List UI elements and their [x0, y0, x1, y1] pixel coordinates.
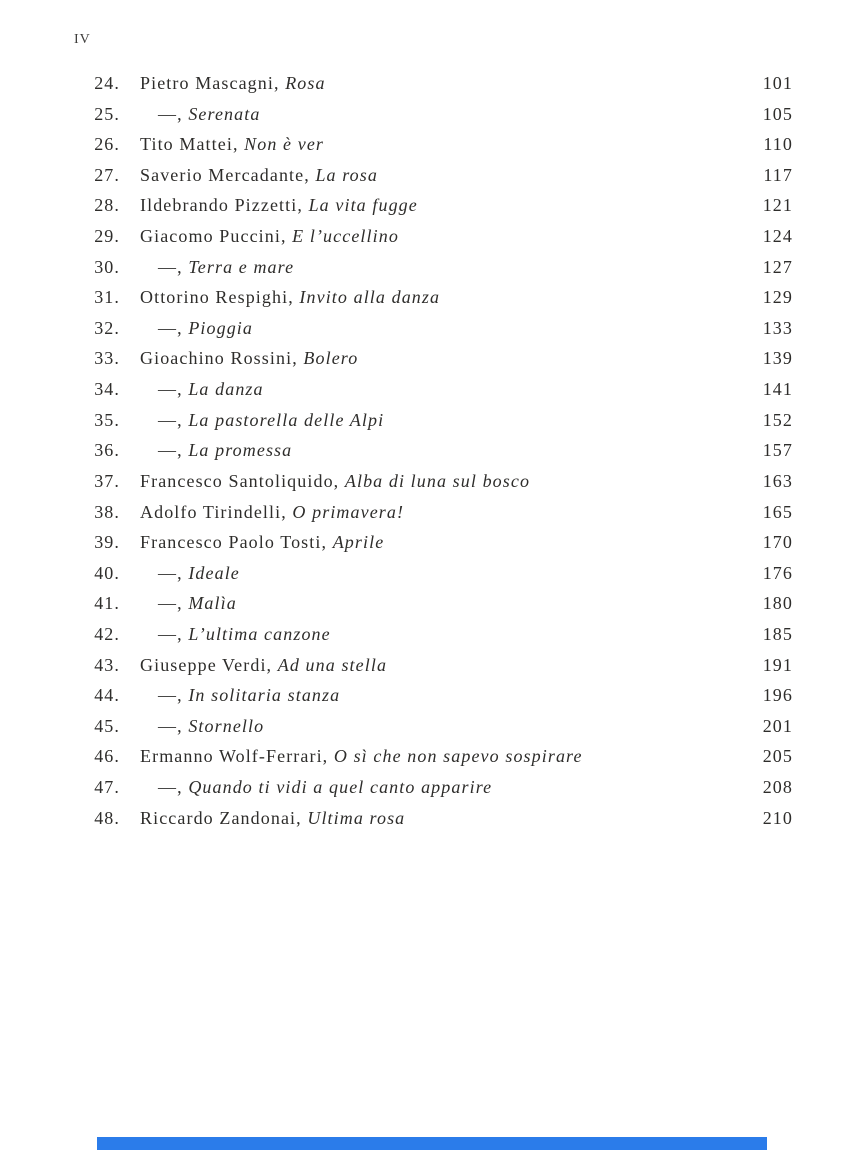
toc-entry [74, 221, 793, 252]
entry-text [140, 252, 763, 283]
entry-composer: Ottorino Respighi, [140, 287, 300, 308]
entry-composer: Ildebrando Pizzetti, [140, 195, 309, 216]
entry-composer: —, [158, 256, 189, 277]
entry-composer: Tito Mattei, [140, 134, 245, 155]
entry-page-number: 180 [762, 593, 793, 614]
entry-page-number: 121 [762, 195, 793, 216]
folio-number: IV [74, 32, 91, 47]
entry-page-number: 208 [762, 777, 793, 798]
entry-composer: —, [158, 409, 189, 430]
entry-text [140, 374, 763, 405]
entry-number: 43. [94, 654, 120, 675]
entry-page-number: 127 [762, 256, 793, 277]
toc-list [74, 68, 793, 833]
entry-composer: —, [158, 562, 189, 583]
entry-composer: —, [158, 685, 189, 706]
entry-page-number: 105 [762, 103, 793, 124]
entry-text [140, 527, 763, 558]
entry-number: 31. [94, 287, 120, 308]
toc-entry [74, 711, 793, 742]
entry-composer: Giacomo Puccini, [140, 226, 293, 247]
toc-entry [74, 282, 793, 313]
entry-title: Invito alla danza [299, 287, 441, 308]
entry-text [140, 650, 763, 681]
entry-number: 36. [94, 440, 120, 461]
entry-composer: Adolfo Tirindelli, [140, 501, 293, 522]
entry-page-number: 152 [762, 409, 793, 430]
entry-number: 47. [94, 777, 120, 798]
entry-text [140, 588, 763, 619]
entry-text [140, 435, 763, 466]
toc-entry [74, 558, 793, 589]
entry-page-number: 185 [762, 623, 793, 644]
entry-title: La vita fugge [308, 195, 418, 216]
entry-composer: —, [158, 777, 189, 798]
entry-page-number: 163 [762, 470, 793, 491]
entry-composer: Francesco Santoliquido, [140, 470, 345, 491]
entry-number: 46. [94, 746, 120, 767]
toc-entry [74, 619, 793, 650]
entry-text [140, 160, 763, 191]
entry-page-number: 129 [762, 287, 793, 308]
toc-entry [74, 803, 793, 834]
entry-composer: Pietro Mascagni, [140, 73, 286, 93]
entry-page-number: 141 [762, 379, 793, 400]
toc-entry [74, 374, 793, 405]
toc-entry [74, 650, 793, 681]
entry-page-number: 201 [762, 715, 793, 736]
entry-page-number: 165 [762, 501, 793, 522]
entry-text [140, 129, 763, 160]
toc-entry [74, 129, 793, 160]
entry-page-number: 157 [762, 440, 793, 461]
entry-title: Ultima rosa [307, 807, 406, 828]
entry-text [140, 68, 763, 99]
entry-text [140, 99, 763, 130]
entry-text [140, 803, 763, 834]
entry-title: E l’uccellino [292, 226, 399, 247]
toc-entry [74, 252, 793, 283]
entry-text [140, 466, 763, 497]
entry-number: 38. [94, 501, 120, 522]
entry-composer: —, [158, 440, 189, 461]
entry-page-number: 205 [762, 746, 793, 767]
entry-number: 32. [94, 317, 120, 338]
entry-composer: —, [158, 715, 189, 736]
entry-text [140, 313, 763, 344]
toc-entry [74, 741, 793, 772]
entry-title: Ideale [188, 562, 240, 583]
entry-composer: —, [158, 317, 189, 338]
entry-page-number: 133 [762, 317, 793, 338]
entry-page-number: 101 [762, 73, 793, 93]
entry-title: Serenata [188, 103, 261, 124]
entry-title: Ad una stella [277, 654, 388, 675]
entry-title: Aprile [332, 532, 385, 553]
entry-title: In solitaria stanza [188, 685, 341, 706]
entry-number: 39. [94, 532, 120, 553]
entry-title: O sì che non sapevo sospirare [333, 746, 583, 767]
entry-title: Stornello [188, 715, 265, 736]
entry-number: 24. [94, 73, 120, 93]
entry-title: Pioggia [188, 317, 254, 338]
toc-entry [74, 405, 793, 436]
entry-composer: —, [158, 593, 189, 614]
entry-composer: Ermanno Wolf-Ferrari, [140, 746, 334, 767]
toc-entry [74, 527, 793, 558]
entry-page-number: 210 [762, 807, 793, 828]
bottom-accent-bar [97, 1137, 767, 1150]
entry-number: 44. [94, 685, 120, 706]
entry-title: Rosa [285, 73, 326, 93]
toc-entry [74, 190, 793, 221]
entry-number: 30. [94, 256, 120, 277]
entry-composer: Saverio Mercadante, [140, 164, 316, 185]
entry-number: 34. [94, 379, 120, 400]
entry-number: 41. [94, 593, 120, 614]
entry-title: Quando ti vidi a quel canto apparire [188, 777, 493, 798]
entry-composer: —, [158, 623, 189, 644]
entry-composer: —, [158, 379, 189, 400]
entry-title: Non è ver [244, 134, 325, 155]
toc-entry [74, 313, 793, 344]
entry-page-number: 124 [762, 226, 793, 247]
entry-number: 35. [94, 409, 120, 430]
entry-page-number: 170 [762, 532, 793, 553]
entry-title: La promessa [188, 440, 293, 461]
toc-entry [74, 466, 793, 497]
toc-entry [74, 435, 793, 466]
entry-title: La danza [188, 379, 264, 400]
entry-number: 42. [94, 623, 120, 644]
entry-text [140, 711, 763, 742]
entry-text [140, 680, 763, 711]
entry-title: Alba di luna sul bosco [344, 470, 531, 491]
toc-entry [74, 588, 793, 619]
toc-entry [74, 343, 793, 374]
entry-page-number: 117 [763, 164, 793, 185]
entry-text [140, 772, 763, 803]
entry-number: 48. [94, 807, 120, 828]
entry-title: O primavera! [292, 501, 405, 522]
entry-composer: Gioachino Rossini, [140, 348, 304, 369]
entry-number: 25. [94, 103, 120, 124]
entry-title: Bolero [303, 348, 359, 369]
entry-title: Terra e mare [188, 256, 295, 277]
toc-entry [74, 497, 793, 528]
entry-number: 33. [94, 348, 120, 369]
entry-composer: Riccardo Zandonai, [140, 807, 308, 828]
entry-title: La pastorella delle Alpi [188, 409, 385, 430]
entry-number: 29. [94, 226, 120, 247]
entry-text [140, 282, 763, 313]
entry-text [140, 190, 763, 221]
entry-text [140, 405, 763, 436]
toc-entry [74, 772, 793, 803]
entry-text [140, 497, 763, 528]
entry-text [140, 741, 763, 772]
entry-number: 37. [94, 470, 120, 491]
entry-title: La rosa [315, 164, 378, 185]
entry-number: 26. [94, 134, 120, 155]
entry-text [140, 221, 763, 252]
entry-composer: Giuseppe Verdi, [140, 654, 278, 675]
entry-page-number: 191 [762, 654, 793, 675]
toc-entry [74, 680, 793, 711]
entry-text [140, 558, 763, 589]
toc-entry [74, 99, 793, 130]
entry-composer: —, [158, 103, 189, 124]
entry-composer: Francesco Paolo Tosti, [140, 532, 333, 553]
entry-text [140, 343, 763, 374]
entry-page-number: 176 [762, 562, 793, 583]
entry-number: 40. [94, 562, 120, 583]
entry-text [140, 619, 763, 650]
entry-number: 45. [94, 715, 120, 736]
toc-entry [74, 160, 793, 191]
entry-number: 28. [94, 195, 120, 216]
entry-page-number: 196 [762, 685, 793, 706]
entry-page-number: 110 [763, 134, 793, 155]
entry-number: 27. [94, 164, 120, 185]
entry-title: Malìa [188, 593, 237, 614]
entry-title: L’ultima canzone [188, 623, 331, 644]
toc-entry [74, 68, 793, 99]
entry-page-number: 139 [762, 348, 793, 369]
